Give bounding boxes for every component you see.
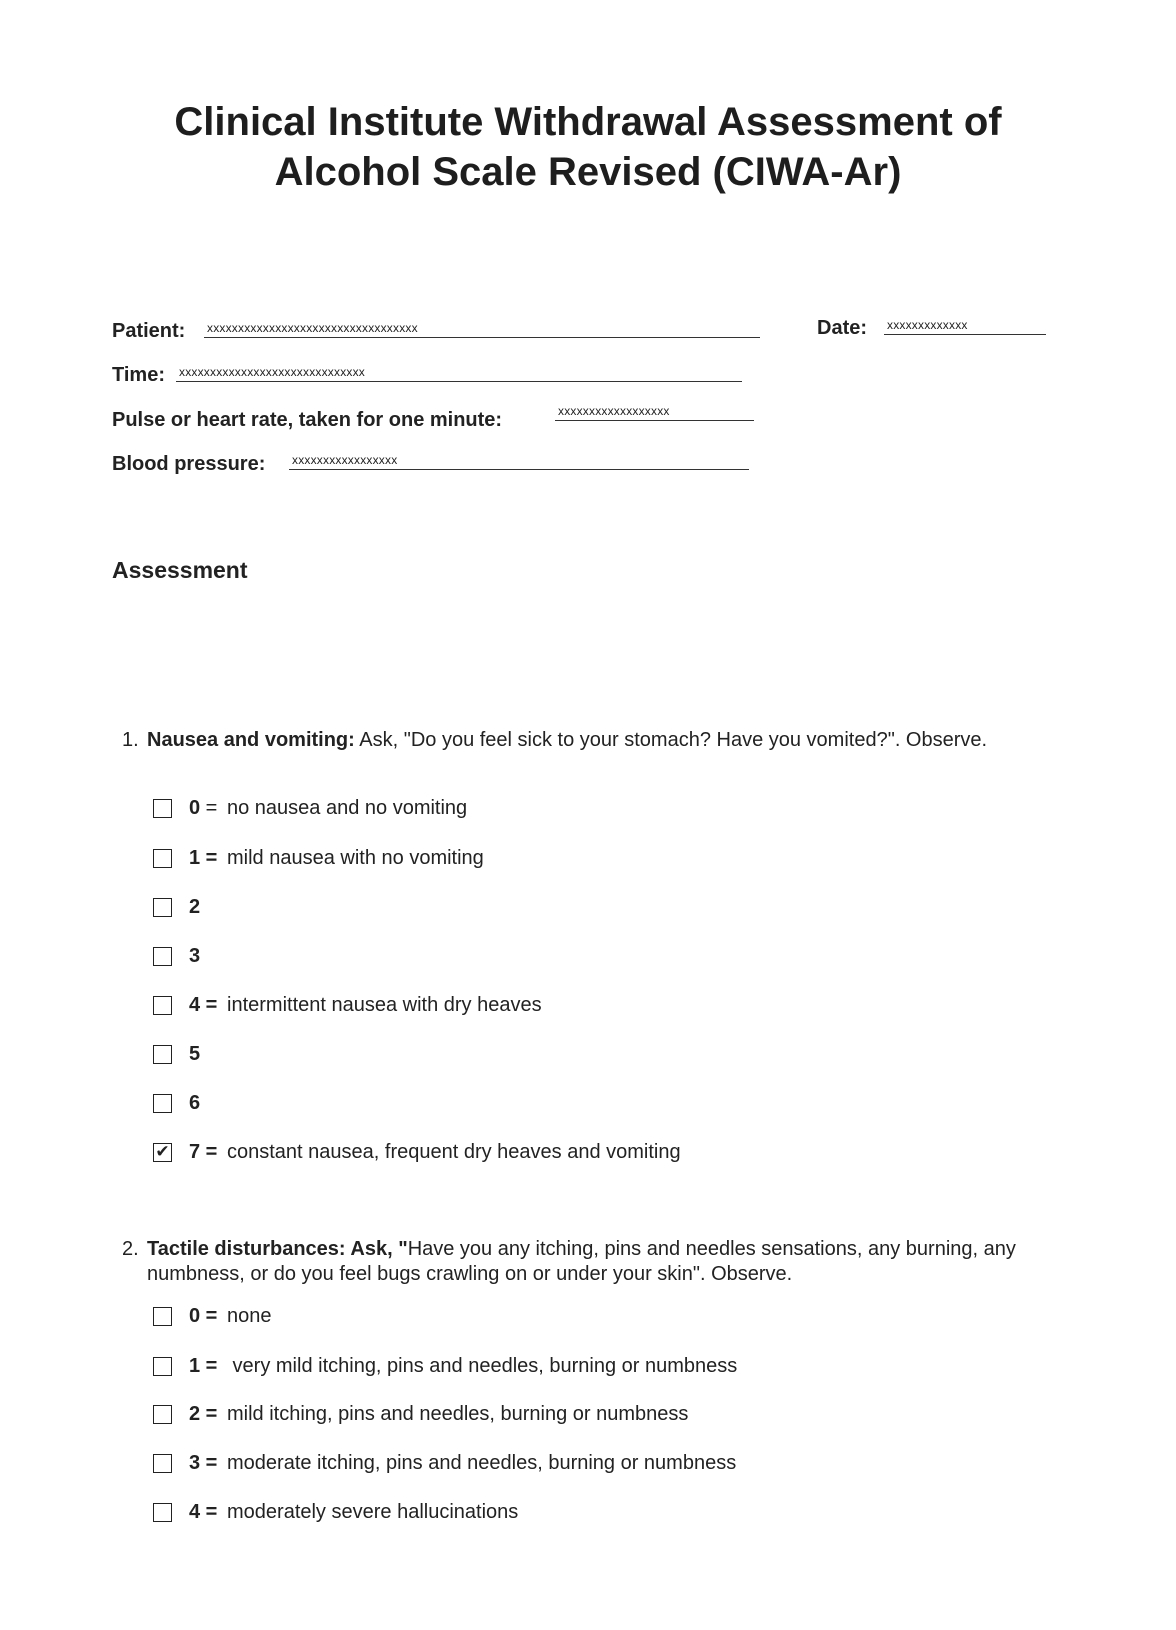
checkbox[interactable] — [153, 1094, 172, 1113]
checkmark-icon: ✔ — [155, 1142, 170, 1161]
option-description: mild nausea with no vomiting — [227, 847, 484, 869]
question-number: 2. — [122, 1238, 139, 1260]
blood-pressure-label: Blood pressure: — [112, 453, 266, 475]
patient-input[interactable]: xxxxxxxxxxxxxxxxxxxxxxxxxxxxxxxxxx — [204, 320, 760, 338]
option-description: very mild itching, pins and needles, burning or numbness — [227, 1355, 738, 1377]
question-text — [147, 728, 1027, 753]
document-title — [0, 97, 1176, 197]
option-description: constant nausea, frequent dry heaves and vomiting — [227, 1141, 681, 1163]
option-value: 2 — [189, 896, 201, 918]
pulse-input[interactable]: xxxxxxxxxxxxxxxxxx — [555, 403, 754, 421]
time-input[interactable]: xxxxxxxxxxxxxxxxxxxxxxxxxxxxxx — [176, 364, 742, 382]
checkbox[interactable] — [153, 799, 172, 818]
assessment-heading: Assessment — [112, 557, 248, 583]
checkbox[interactable] — [153, 898, 172, 917]
option-value: 7 = — [189, 1141, 218, 1163]
question-text — [147, 1237, 1027, 1287]
patient-label: Patient: — [112, 320, 186, 342]
time-label: Time: — [112, 364, 165, 386]
option-description: intermittent nausea with dry heaves — [227, 994, 542, 1016]
option-value: 3 — [189, 945, 201, 967]
question-prompt: Ask, "Do you feel sick to your stomach? Have you vomited?". Observe. — [354, 729, 988, 751]
checkbox[interactable] — [153, 996, 172, 1015]
option-description: none — [227, 1305, 272, 1327]
question-title: Tactile disturbances: Ask, " — [147, 1238, 408, 1260]
option-description: moderate itching, pins and needles, burning or numbness — [227, 1452, 737, 1474]
question-number: 1. — [122, 729, 139, 751]
option-description: no nausea and no vomiting — [227, 797, 468, 819]
checkbox[interactable] — [153, 1045, 172, 1064]
option-value: 0 = — [189, 1305, 218, 1327]
checkbox[interactable] — [153, 1307, 172, 1326]
option-value: 1 = — [189, 847, 218, 869]
option-value: 3 = — [189, 1452, 218, 1474]
option-value: 1 = — [189, 1355, 218, 1377]
option-description: mild itching, pins and needles, burning or numbness — [227, 1403, 689, 1425]
checkbox[interactable] — [153, 1503, 172, 1522]
date-label: Date: — [817, 317, 868, 339]
blood-pressure-input[interactable]: xxxxxxxxxxxxxxxxx — [289, 452, 749, 470]
option-value: 6 — [189, 1092, 201, 1114]
option-value: 0 = — [189, 797, 223, 819]
option-value: 4 = — [189, 994, 218, 1016]
checkbox[interactable] — [153, 849, 172, 868]
option-value: 5 — [189, 1043, 201, 1065]
checkbox[interactable] — [153, 1357, 172, 1376]
checkbox-checked[interactable] — [153, 1143, 172, 1162]
date-input[interactable]: xxxxxxxxxxxxx — [884, 317, 1046, 335]
checkbox[interactable] — [153, 1405, 172, 1424]
option-value: 2 = — [189, 1403, 218, 1425]
option-value: 4 = — [189, 1501, 218, 1523]
checkbox[interactable] — [153, 947, 172, 966]
question-title: Nausea and vomiting: — [147, 729, 355, 751]
checkbox[interactable] — [153, 1454, 172, 1473]
question-prompt: Have you any itching, pins and needles sensations, any burning, any numbness, or do you feel bugs crawling on or under your skin". Observe. — [147, 1238, 1016, 1285]
title-line-1: Clinical Institute Withdrawal Assessment of — [174, 100, 1002, 144]
title-line-2: Alcohol Scale Revised (CIWA-Ar) — [274, 150, 902, 194]
option-description: moderately severe hallucinations — [227, 1501, 519, 1523]
pulse-label: Pulse or heart rate, taken for one minute: — [112, 409, 503, 431]
